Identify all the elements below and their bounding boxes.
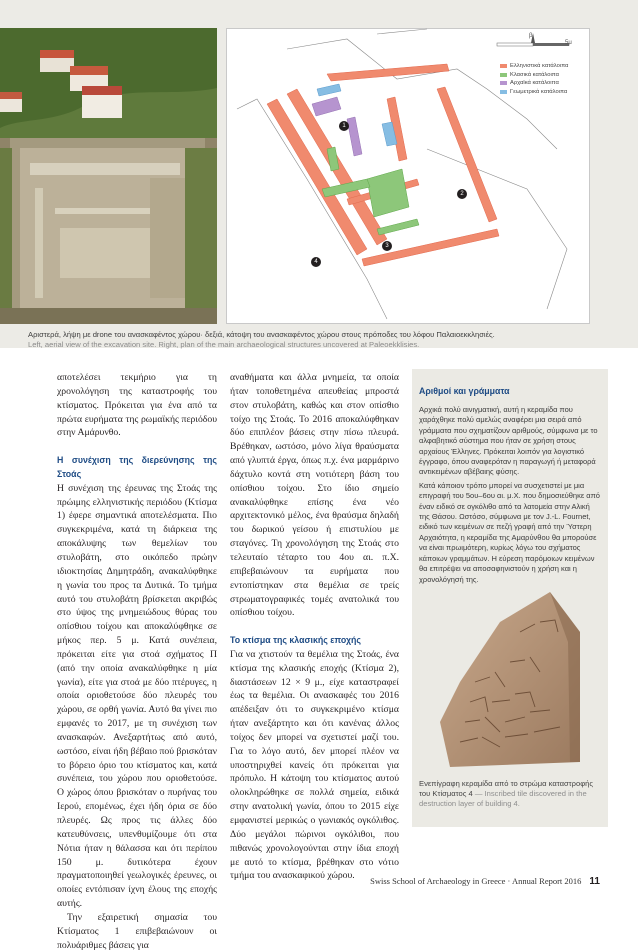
legend-swatch-icon	[500, 64, 507, 68]
paragraph: Για να χτιστούν τα θεμέλια της Στοάς, ένα κτίσμα της κλασικής εποχής (Κτίσμα 2), διαστάσεων 12 × 9 μ., είχε καταστραφεί έως τα θεμέλια. Οι ανασκαφές του 2016 απέδειξαν ότι το συγκεκριμένο κτίσμα ήταν ανεξάρτητο και ότι κανένας άλλος τοίχος δεν μπορεί να σχετιστεί μαζί του. Για το λόγο αυτό, δεν μπορεί πλέον να υποστηριχθεί κανείς ότι πρόκειται για πρόπυλο. Η κάτοψη του κτίσματος αυτού ολοκληρώθηκε σε πολλά σημεία, ειδικά στην ανατολική γωνία, όπου το 2015 είχε εμφανιστεί μερικώς ο γωνιακός ογκόλιθος. Δύο μεγάλοι πώρινοι ογκόλιθοι, που πιθανώς χρονολογούνται στην ίδια εποχή με αυτό το κτίσμα, βρέθηκαν στο νότιο τμήμα του ανασκαφικού χώρου.	[230, 648, 399, 882]
legend-label: Αρχαϊκά κατάλοιπα	[510, 80, 559, 87]
legend-item-hellenistic	[500, 62, 588, 71]
sidebar-box	[412, 369, 608, 827]
legend-label: Ελληνιστικά κατάλοιπα	[510, 63, 569, 70]
plan-marker-4: 4	[311, 257, 321, 267]
tile-caption-english: Inscribed tile discovered in the destruction layer of building 4.	[419, 789, 587, 809]
figure-caption	[28, 330, 608, 350]
tile-caption-separator: —	[472, 789, 485, 799]
text-column-1	[57, 371, 217, 952]
sidebar-body	[419, 405, 601, 588]
page-number: 11	[589, 876, 600, 887]
plan-marker-1: 1	[339, 121, 349, 131]
legend-item-classical	[500, 71, 588, 80]
paragraph: αναθήματα και άλλα μνημεία, τα οποία ήταν τοποθετημένα απευθείας μπροστά στον στυλοβάτη, καθώς και στον οπίσθιο τοίχο της Στοάς. Το 2016 αποκαλύφθηκαν δύο επιπλέον βάσεις στην πίσω πλευρά. Βρέθηκαν, ωστόσο, μόνο λίγα θραύσματα από γλυπτά έργα, όπως π.χ. ένα μαρμάρινο δάχτυλο κοντά στη νοτιότερη βάση του οπίσθιου τοίχου. Στο ίδιο σημείο ανακαλύφθηκε επίσης ένα νέο αρχιτεκτονικό μέλος, ένα θραύσμα δηλαδή του δωρικού γείσου ή επιστυλίου με σταγόνες. Τη χρονολόγηση της Στοάς στο τελευταίο τέταρτο του 4ου αι. π.Χ. επιβεβαιώνουν τα ευρήματα που εντοπίστηκαν στα θεμέλια σε τρείς στρωματογραφικές τομές ανατολικά του οπίσθιου τοίχου.	[230, 372, 399, 619]
plan-legend	[500, 62, 588, 96]
paragraph: Την εξαιρετική σημασία του Κτίσματος 1 επιβεβαιώνουν οι πολυάριθμες βάσεις για	[57, 911, 217, 951]
sidebar-paragraph: Κατά κάποιον τρόπο μπορεί να συσχετιστεί με μια επιγραφή του 5ου–6ου αι. μ.Χ. που δημοσιεύθηκε από έναν ειδικό σε ογκόλιθο από τα λατομεία στην Αλική της Θάσου. Ωστόσο, σύμφωνα με τον J.-L. Fournet, ειδικό των κειμένων σε πεζή γραφή από την Ύστερη Αρχαιότητα, η κεραμίδα της Αμαρύνθου θα μπορούσε να είναι πρωιμότερη, κυρίως λόγω του σχήματος κάποιων γραμμάτων. Η εύρεση παρόμοιων κειμένων θα επιτρέψει να αποσαφηνιστούν η χρήση και η χρονολόγησή της.	[419, 480, 600, 584]
legend-swatch-icon	[500, 90, 507, 94]
legend-label: Κλασικά κατάλοιπα	[510, 71, 560, 78]
aerial-drone-photo	[0, 28, 217, 324]
text-column-2	[230, 371, 399, 883]
sidebar-title: Αριθμοί και γράμματα	[419, 386, 510, 396]
plan-marker-3: 3	[382, 241, 392, 251]
north-label: β	[529, 33, 533, 39]
legend-swatch-icon	[500, 73, 507, 77]
plan-marker-2: 2	[457, 189, 467, 199]
paragraph: αποτελέσει τεκμήριο για τη χρονολόγηση της καταστροφής του κτίσματος. Πρόκειται για ένα από τα πρώτα ευρήματα της ρωμαϊκής περιόδου στην Αμάρυνθο.	[57, 372, 217, 439]
scale-label: 5μ	[565, 40, 572, 46]
inscribed-tile-photo	[430, 562, 590, 774]
legend-item-archaic	[500, 79, 588, 88]
tile-caption-greek: Ενεπίγραφη κεραμίδα από το στρώμα καταστροφής του Κτίσματος 4	[419, 779, 594, 799]
page-footer	[370, 876, 600, 887]
tile-caption	[419, 779, 603, 810]
figure-caption-greek: Αριστερά, λήψη με drone του ανασκαφέντος χώρου· δεξιά, κάτοψη του ανασκαφέντος χώρου στους πρόποδες του λόφου Παλαιοεκκλησιές.	[28, 330, 495, 339]
legend-swatch-icon	[500, 81, 507, 85]
section-heading-classical-building: Το κτίσμα της κλασικής εποχής	[230, 635, 361, 646]
sidebar-paragraph: Αρχικά πολύ αινιγματική, αυτή η κεραμίδα που χαράχθηκε πολύ αμελώς αναφέρει μια σειρά από γράμματα που σχηματίζουν αριθμούς, σύμφωνα με το αλφαβητικό σύστημα που ήταν σε χρήση στους αρχαίους Έλληνες. Πρόκειται λοιπόν για λογιστικό έγγραφο, όπου αναφερόταν η παραγωγή ή μεταφορά αντικειμένων αβέβαιης φύσης.	[419, 405, 598, 477]
footer-text: Swiss School of Archaeology in Greece · Annual Report 2016	[370, 876, 582, 886]
section-heading-stoa: Η συνέχιση της διερεύνησης της Στοάς	[57, 455, 217, 479]
figure-caption-english: Left, aerial view of the excavation site. Right, plan of the main archaeological structures uncovered at Paleoekklisies.	[28, 340, 420, 349]
legend-label: Γεωμετρικά κατάλοιπα	[510, 88, 568, 95]
legend-item-geometric	[500, 88, 588, 97]
paragraph: Η συνέχιση της έρευνας της Στοάς της πρώιμης ελληνιστικής περιόδου (Κτίσμα 1) έφερε σημαντικά αποτελέσματα. Πιο συγκεκριμένα, κατά τη διάρκεια της αποκάλυψης των θεμελίων του στυλοβάτη, στο οικόπεδο πρώην ιδιοκτησίας Δημητράδη, ανακαλύφθηκε η γωνία του προς τα Δυτικά. Το τμήμα αυτό του στυλοβάτη βρίσκεται ακριβώς στο ύψος της μνημειώδους θύρας του οπίσθιου τοίχου και αποκαλύφθηκε σε μήκος περ. 5 μ. Κατά συνέπεια, πρόκειται είτε για στοά σχήματος Π (από την οποία ανακαλύφθηκε η μία γωνία), είτε για στοά με δύο πτέρυγες, η οποία οριοθετούσε δύο πλευρές του χώρου, σε ορθή γωνία. Αυτό θα γίνει πιο εμφανές το 2017, με τη συνέχιση των ανασκαφών. Ανεξαρτήτως από αυτό, ωστόσο, είναι ήδη βέβαιο πού βρισκόταν το βόρειο όριο του κτίσματος και, κατά συνέπεια, του χώρου που οριοθετούσε. Ο χώρος όπου βρισκόταν ο πυρήνας του Ιερού, επομένως, έχει ήδη όρια σε δύο πλευρές. Ως προς τις άλλες δύο κατευθύνσεις, υπενθυμίζουμε ότι στα Νότια ήταν η θάλασσα και ότι περίπου 150 μ. δυτικότερα έχουν πραγματοποιηθεί γεωλογικές έρευνες, οι οποίες εντόπισαν ίχνη έλους της εποχής αυτής.	[57, 482, 217, 910]
